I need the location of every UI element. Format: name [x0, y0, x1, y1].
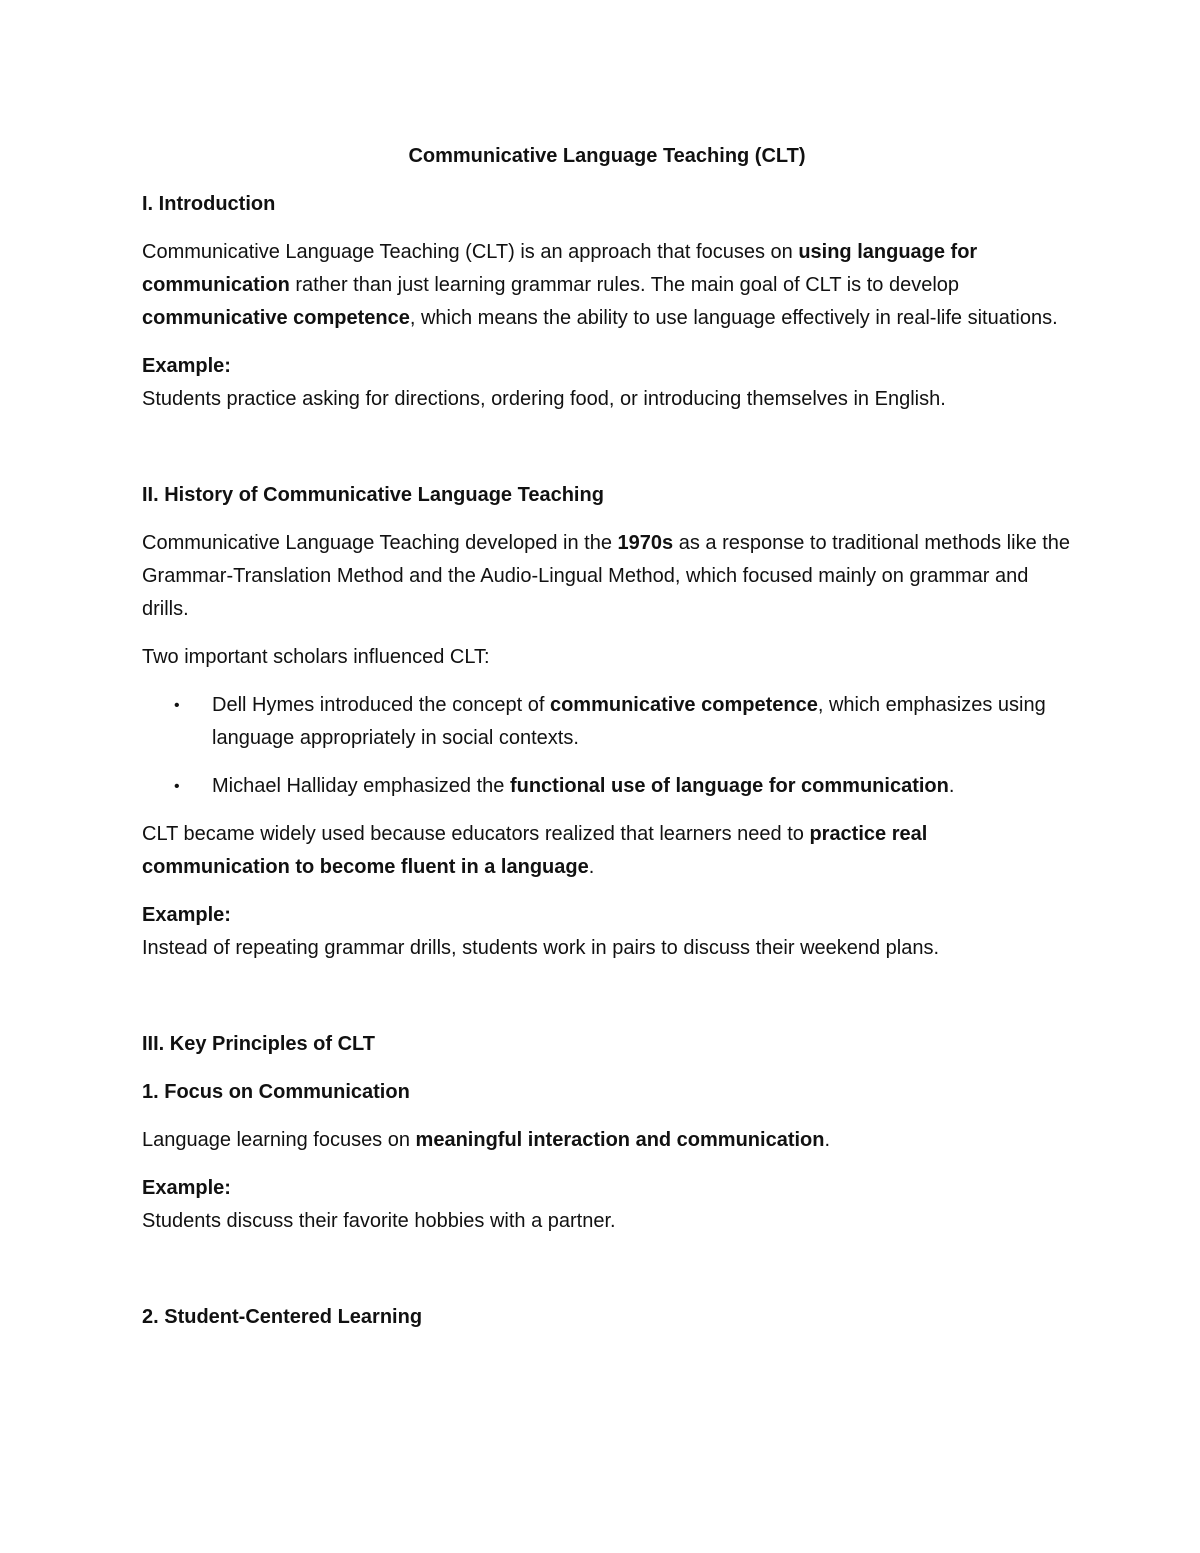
clt-adoption-paragraph	[142, 818, 1072, 884]
text-run: as a response to traditional methods like the Grammar-Translation Method and the Audio-Lingual Method, which focused mainly on grammar and drills.	[142, 532, 1071, 620]
bold-run: functional use of language for communication	[509, 775, 949, 797]
section-spacer	[142, 980, 1072, 1028]
text-run: .	[588, 856, 595, 878]
text-run: Dell Hymes introduced the concept of	[212, 694, 550, 716]
section-heading-principles: III. Key Principles of CLT	[142, 1033, 376, 1055]
text-run: , which emphasizes using language appropriately in social contexts.	[212, 694, 1046, 749]
text-run: Communicative Language Teaching developed in the	[142, 532, 618, 554]
bullet-icon: •	[174, 778, 180, 795]
section-spacer	[142, 1253, 1072, 1301]
example-text: Students practice asking for directions, ordering food, or introducing themselves in English.	[142, 388, 946, 410]
scholars-intro: Two important scholars influenced CLT:	[142, 646, 490, 668]
list-item	[174, 689, 1072, 755]
introduction-paragraph	[142, 236, 1072, 335]
document-page	[142, 140, 1072, 1349]
example-label: Example:	[142, 1177, 231, 1199]
text-run: rather than just learning grammar rules. The main goal of CLT is to develop	[289, 274, 960, 296]
text-run: Michael Halliday emphasized the	[212, 775, 510, 797]
text-run: .	[948, 775, 955, 797]
text-run: CLT became widely used because educators realized that learners need to	[142, 823, 810, 845]
bold-run: communicative competence	[549, 694, 818, 716]
list-item	[174, 770, 1072, 803]
bold-run: meaningful interaction and communication	[415, 1129, 825, 1151]
text-run: Language learning focuses on	[142, 1129, 416, 1151]
bold-run: 1970s	[617, 532, 674, 554]
bullet-icon: •	[174, 697, 180, 714]
subheading-focus-on-communication: 1. Focus on Communication	[142, 1081, 410, 1103]
text-run: .	[824, 1129, 831, 1151]
history-paragraph	[142, 527, 1072, 626]
section-spacer	[142, 431, 1072, 479]
example-label: Example:	[142, 355, 231, 377]
scholars-list	[142, 689, 1072, 803]
focus-paragraph	[142, 1124, 1072, 1157]
section-heading-history: II. History of Communicative Language Teaching	[142, 484, 604, 506]
example-text: Students discuss their favorite hobbies with a partner.	[142, 1210, 616, 1232]
document-title: Communicative Language Teaching (CLT)	[408, 145, 806, 167]
text-run: , which means the ability to use language effectively in real-life situations.	[409, 307, 1058, 329]
bold-run: practice real communication to become fluent in a language	[142, 823, 928, 878]
text-run: Communicative Language Teaching (CLT) is an approach that focuses on	[142, 241, 799, 263]
bold-run: using language for communication	[142, 241, 978, 296]
example-text: Instead of repeating grammar drills, students work in pairs to discuss their weekend plans.	[142, 937, 940, 959]
example-label: Example:	[142, 904, 231, 926]
bold-run: communicative competence	[142, 307, 410, 329]
section-heading-introduction: I. Introduction	[142, 193, 276, 215]
subheading-student-centered: 2. Student-Centered Learning	[142, 1306, 423, 1328]
